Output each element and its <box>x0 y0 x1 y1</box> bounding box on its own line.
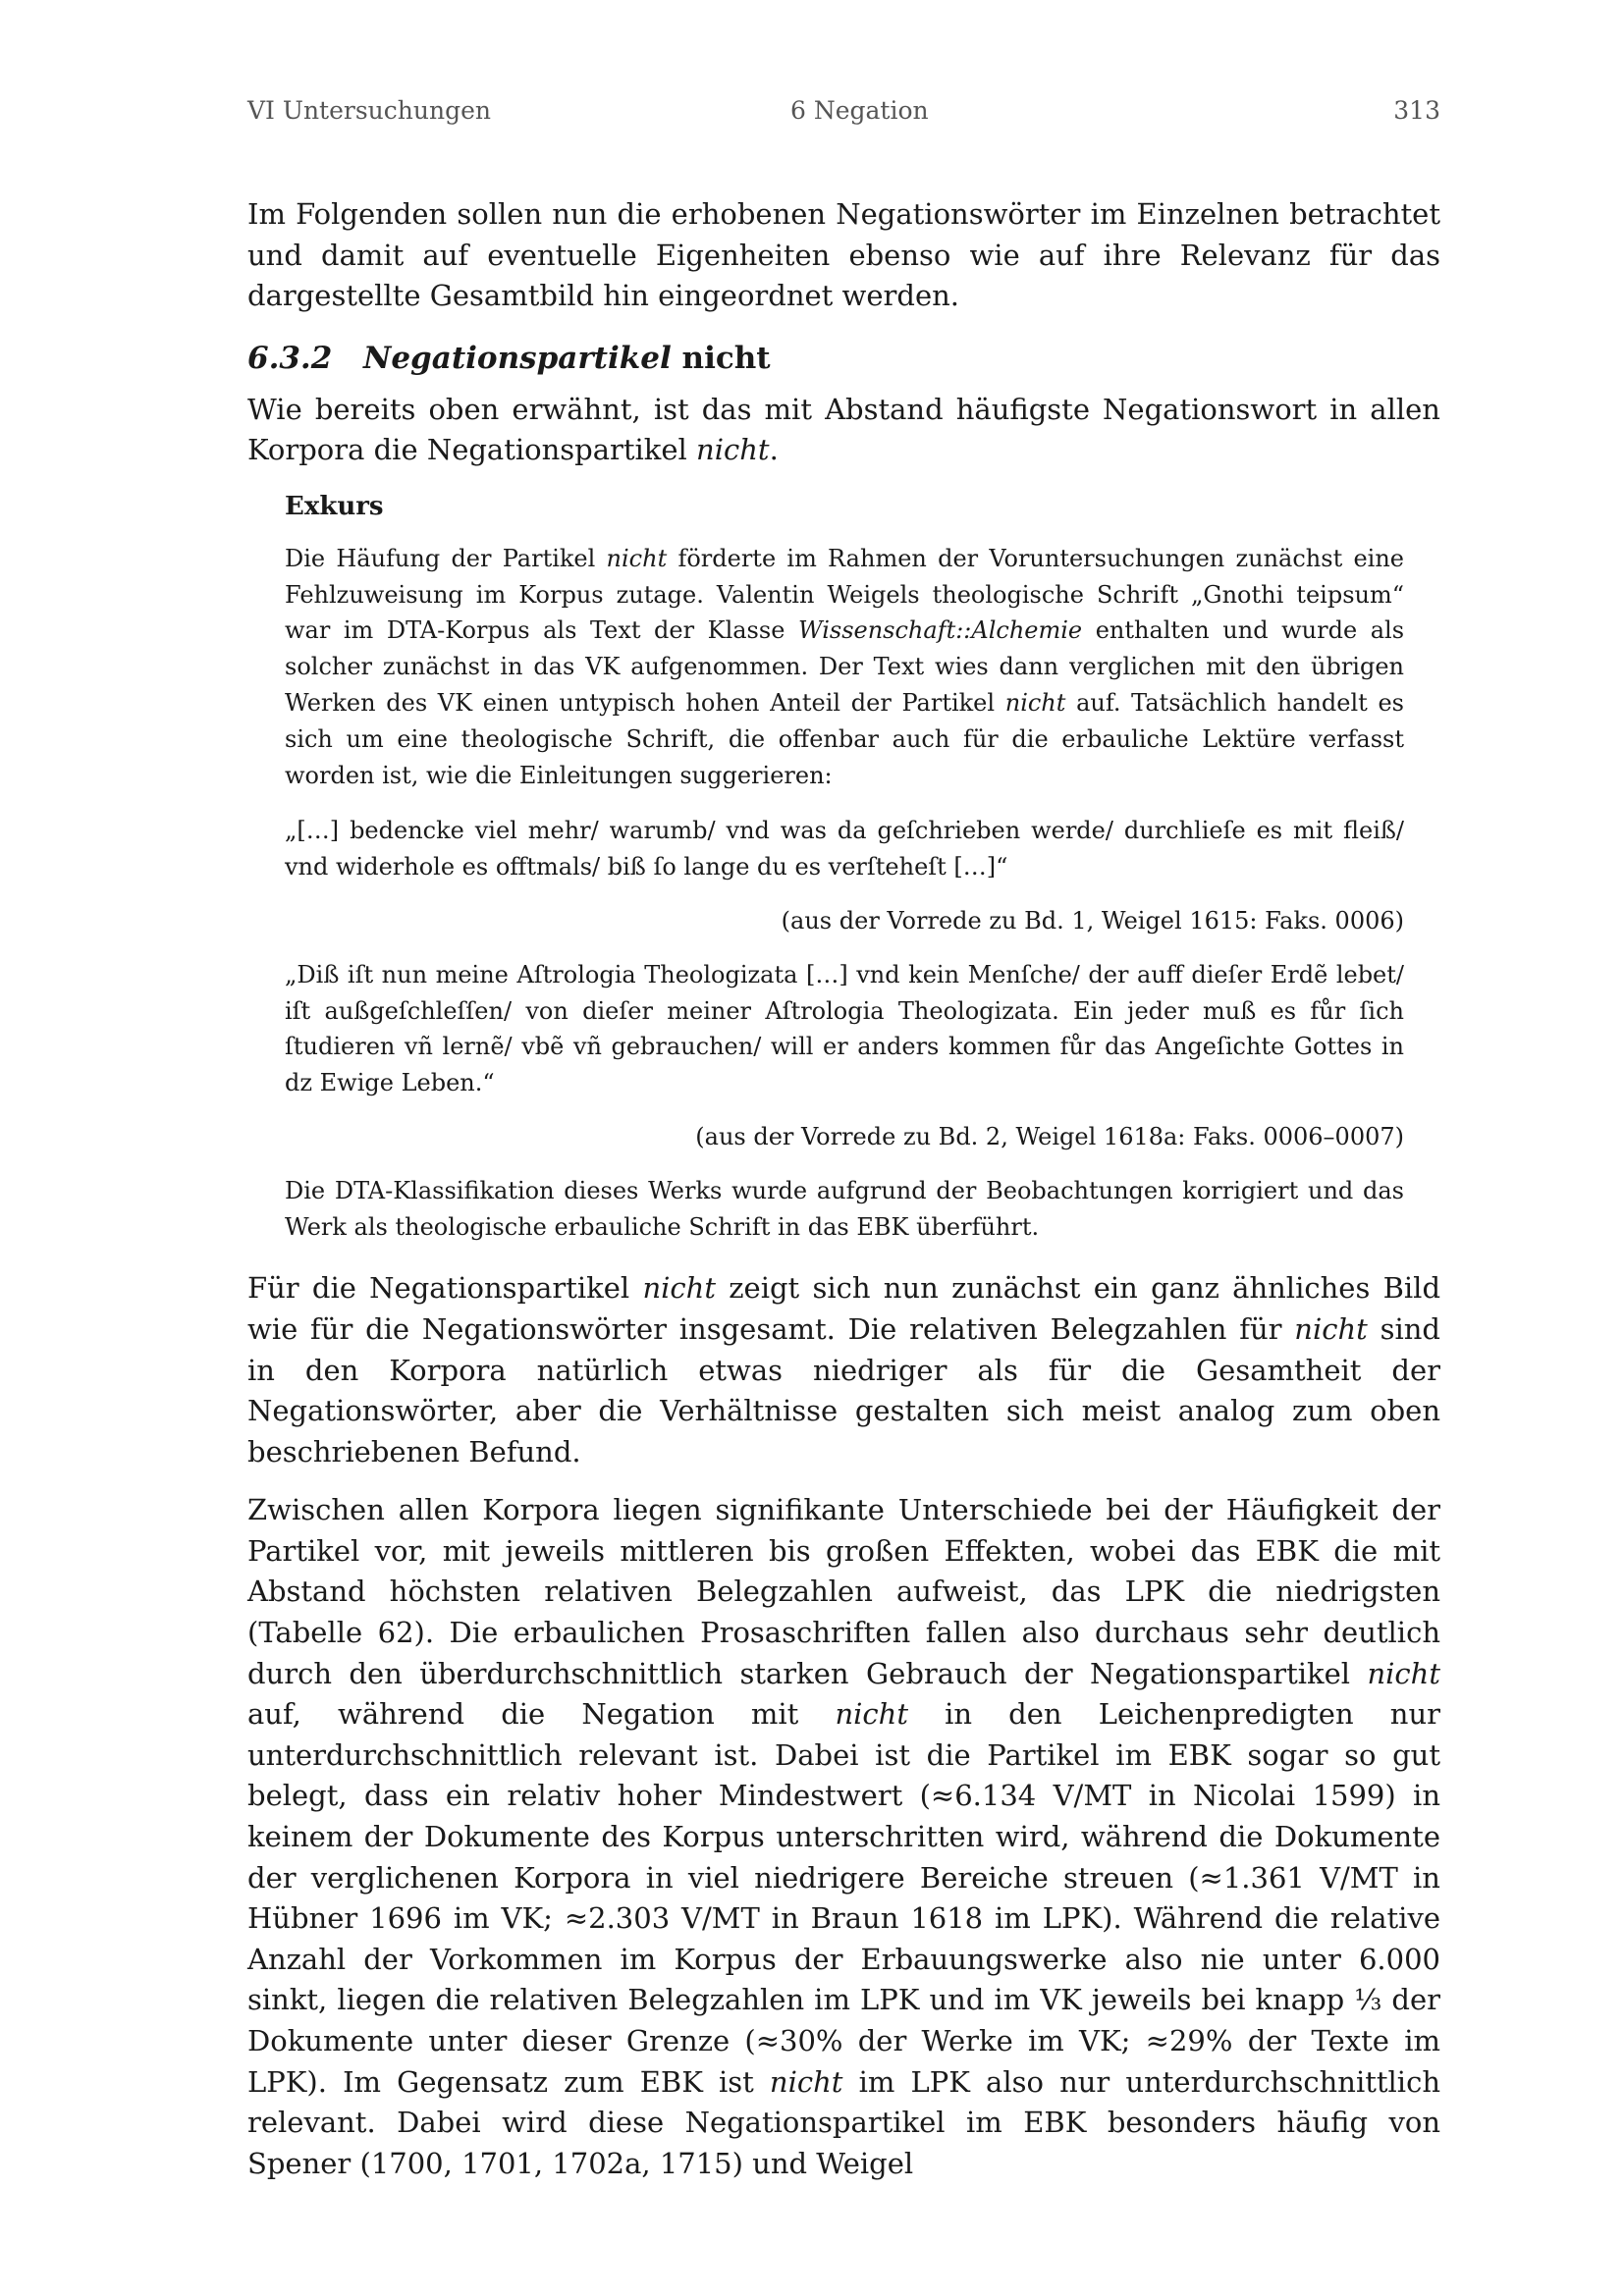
header-chapter: VI Untersuchungen <box>247 96 491 125</box>
intro-paragraph: Im Folgenden sollen nun die erhobenen Negationswörter im Einzelnen betrachtet und damit auf eventuelle Eigenheiten ebenso wie auf ihre Relevanz für das dargestellte Gesamtbild hin eingeordnet werden. <box>247 197 1440 313</box>
page-number: 313 <box>1393 96 1440 125</box>
paragraph-1: Wie bereits oben erwähnt, ist das mit Abstand häufigste Negationswort in allen Korpora die Negationspartikel nicht. <box>247 392 1440 467</box>
paragraph-3: Zwischen allen Korpora liegen signifikante Unterschiede bei der Häufigkeit der Partikel vor, mit jeweils mittleren bis großen Effekten, wobei das EBK die mit Abstand höchsten relativen Belegzahlen aufweist, das LPK die niedrigsten (Tabelle 62). Die erbaulichen Prosaschriften fallen also durchaus sehr deutlich durch den überdurchschnittlich starken Gebrauch der Negationspartikel nicht auf, während die Negation mit nicht in den Leichenpredigten nur unterdurchschnittlich relevant ist. Dabei ist die Partikel im EBK sogar so gut belegt, dass ein relativ hoher Mindestwert (≈6.134 V/MT in Nicolai 1599) in keinem der Dokumente des Korpus unterschritten wird, während die Dokumente der verglichenen Korpora in viel niedrigere Bereiche streuen (≈1.361 V/MT in Hübner 1696 im VK; ≈2.303 V/MT in Braun 1618 im LPK). Während die relative Anzahl der Vorkommen im Korpus der Erbauungswerke also nie unter 6.000 sinkt, liegen die relativen Belegzahlen im LPK und im VK jeweils bei knapp ⅓ der Dokumente unter dieser Grenze (≈30% der Werke im VK; ≈29% der Texte im LPK). Im Gegensatz zum EBK ist nicht im LPK also nur unterdurchschnittlich relevant. Dabei wird diese Negationspartikel im EBK besonders häufig von Spener (1700, 1701, 1702a, 1715) und Weigel <box>247 1493 1440 2180</box>
section-heading <box>247 339 1440 378</box>
header-section: 6 Negation <box>790 96 929 125</box>
section-number: 6.3.2 <box>247 340 333 376</box>
excursus-paragraph-2: Die DTA-Klassifikation dieses Werks wurde aufgrund der Beobachtungen korrigiert und das Werk als theologische erbauliche Schrift in das EBK überführt. <box>285 1176 1404 1241</box>
excursus-paragraph-1: Die Häufung der Partikel nicht förderte im Rahmen der Voruntersuchungen zunächst eine Fehlzuweisung im Korpus zutage. Valentin Weigels theologische Schrift „Gnothi teipsum“ war im DTA-Korpus als Text der Klasse Wissenschaft::Alchemie enthalten und wurde als solcher zunächst in das VK aufgenommen. Der Text wies dann verglichen mit den übrigen Werken des VK einen untypisch hohen Anteil der Partikel nicht auf. Tatsächlich handelt es sich um eine theologische Schrift, die offenbar auch für die erbauliche Lektüre verfasst worden ist, wie die Einleitungen suggerieren: <box>285 544 1405 789</box>
excursus-source-2: (aus der Vorrede zu Bd. 2, Weigel 1618a: Faks. 0006–0007) <box>695 1122 1404 1150</box>
excursus-quote-2: „Diß iſt nun meine Aſtrologia Theologizata […] vnd kein Menſche/ der auff dieſer Erdẽ lebet/ iſt außgeſchleſſen/ von dieſer meiner Aſtrologia Theologizata. Ein jeder muß es fůr ſich ſtudieren vñ lernẽ/ vbẽ vñ gebrauchen/ will er anders kommen fůr das Angeſichte Gottes in dz Ewige Leben.“ <box>285 960 1404 1097</box>
section-title-plain: nicht <box>671 340 771 376</box>
excursus-title: Exkurs <box>285 491 384 521</box>
excursus-quote-1: „[…] bedencke viel mehr/ warumb/ vnd was da geſchrieben werde/ durchlieſe es mit fleiß/ vnd widerhole es offtmals/ biß ſo lange du es verſteheſt […]“ <box>285 817 1404 881</box>
running-header <box>247 96 1440 132</box>
excursus-source-1: (aus der Vorrede zu Bd. 1, Weigel 1615: Faks. 0006) <box>781 906 1404 934</box>
paragraph-2: Für die Negationspartikel nicht zeigt sich nun zunächst ein ganz ähnliches Bild wie für die Negationswörter insgesamt. Die relativen Belegzahlen für nicht sind in den Korpora natürlich etwas niedriger als für die Gesamtheit der Negationswörter, aber die Verhältnisse gestalten sich meist analog zum oben beschriebenen Befund. <box>247 1271 1441 1468</box>
page-body <box>247 194 1440 2202</box>
excursus-box <box>285 489 1404 1245</box>
section-title-italic: Negationspartikel <box>363 340 672 376</box>
